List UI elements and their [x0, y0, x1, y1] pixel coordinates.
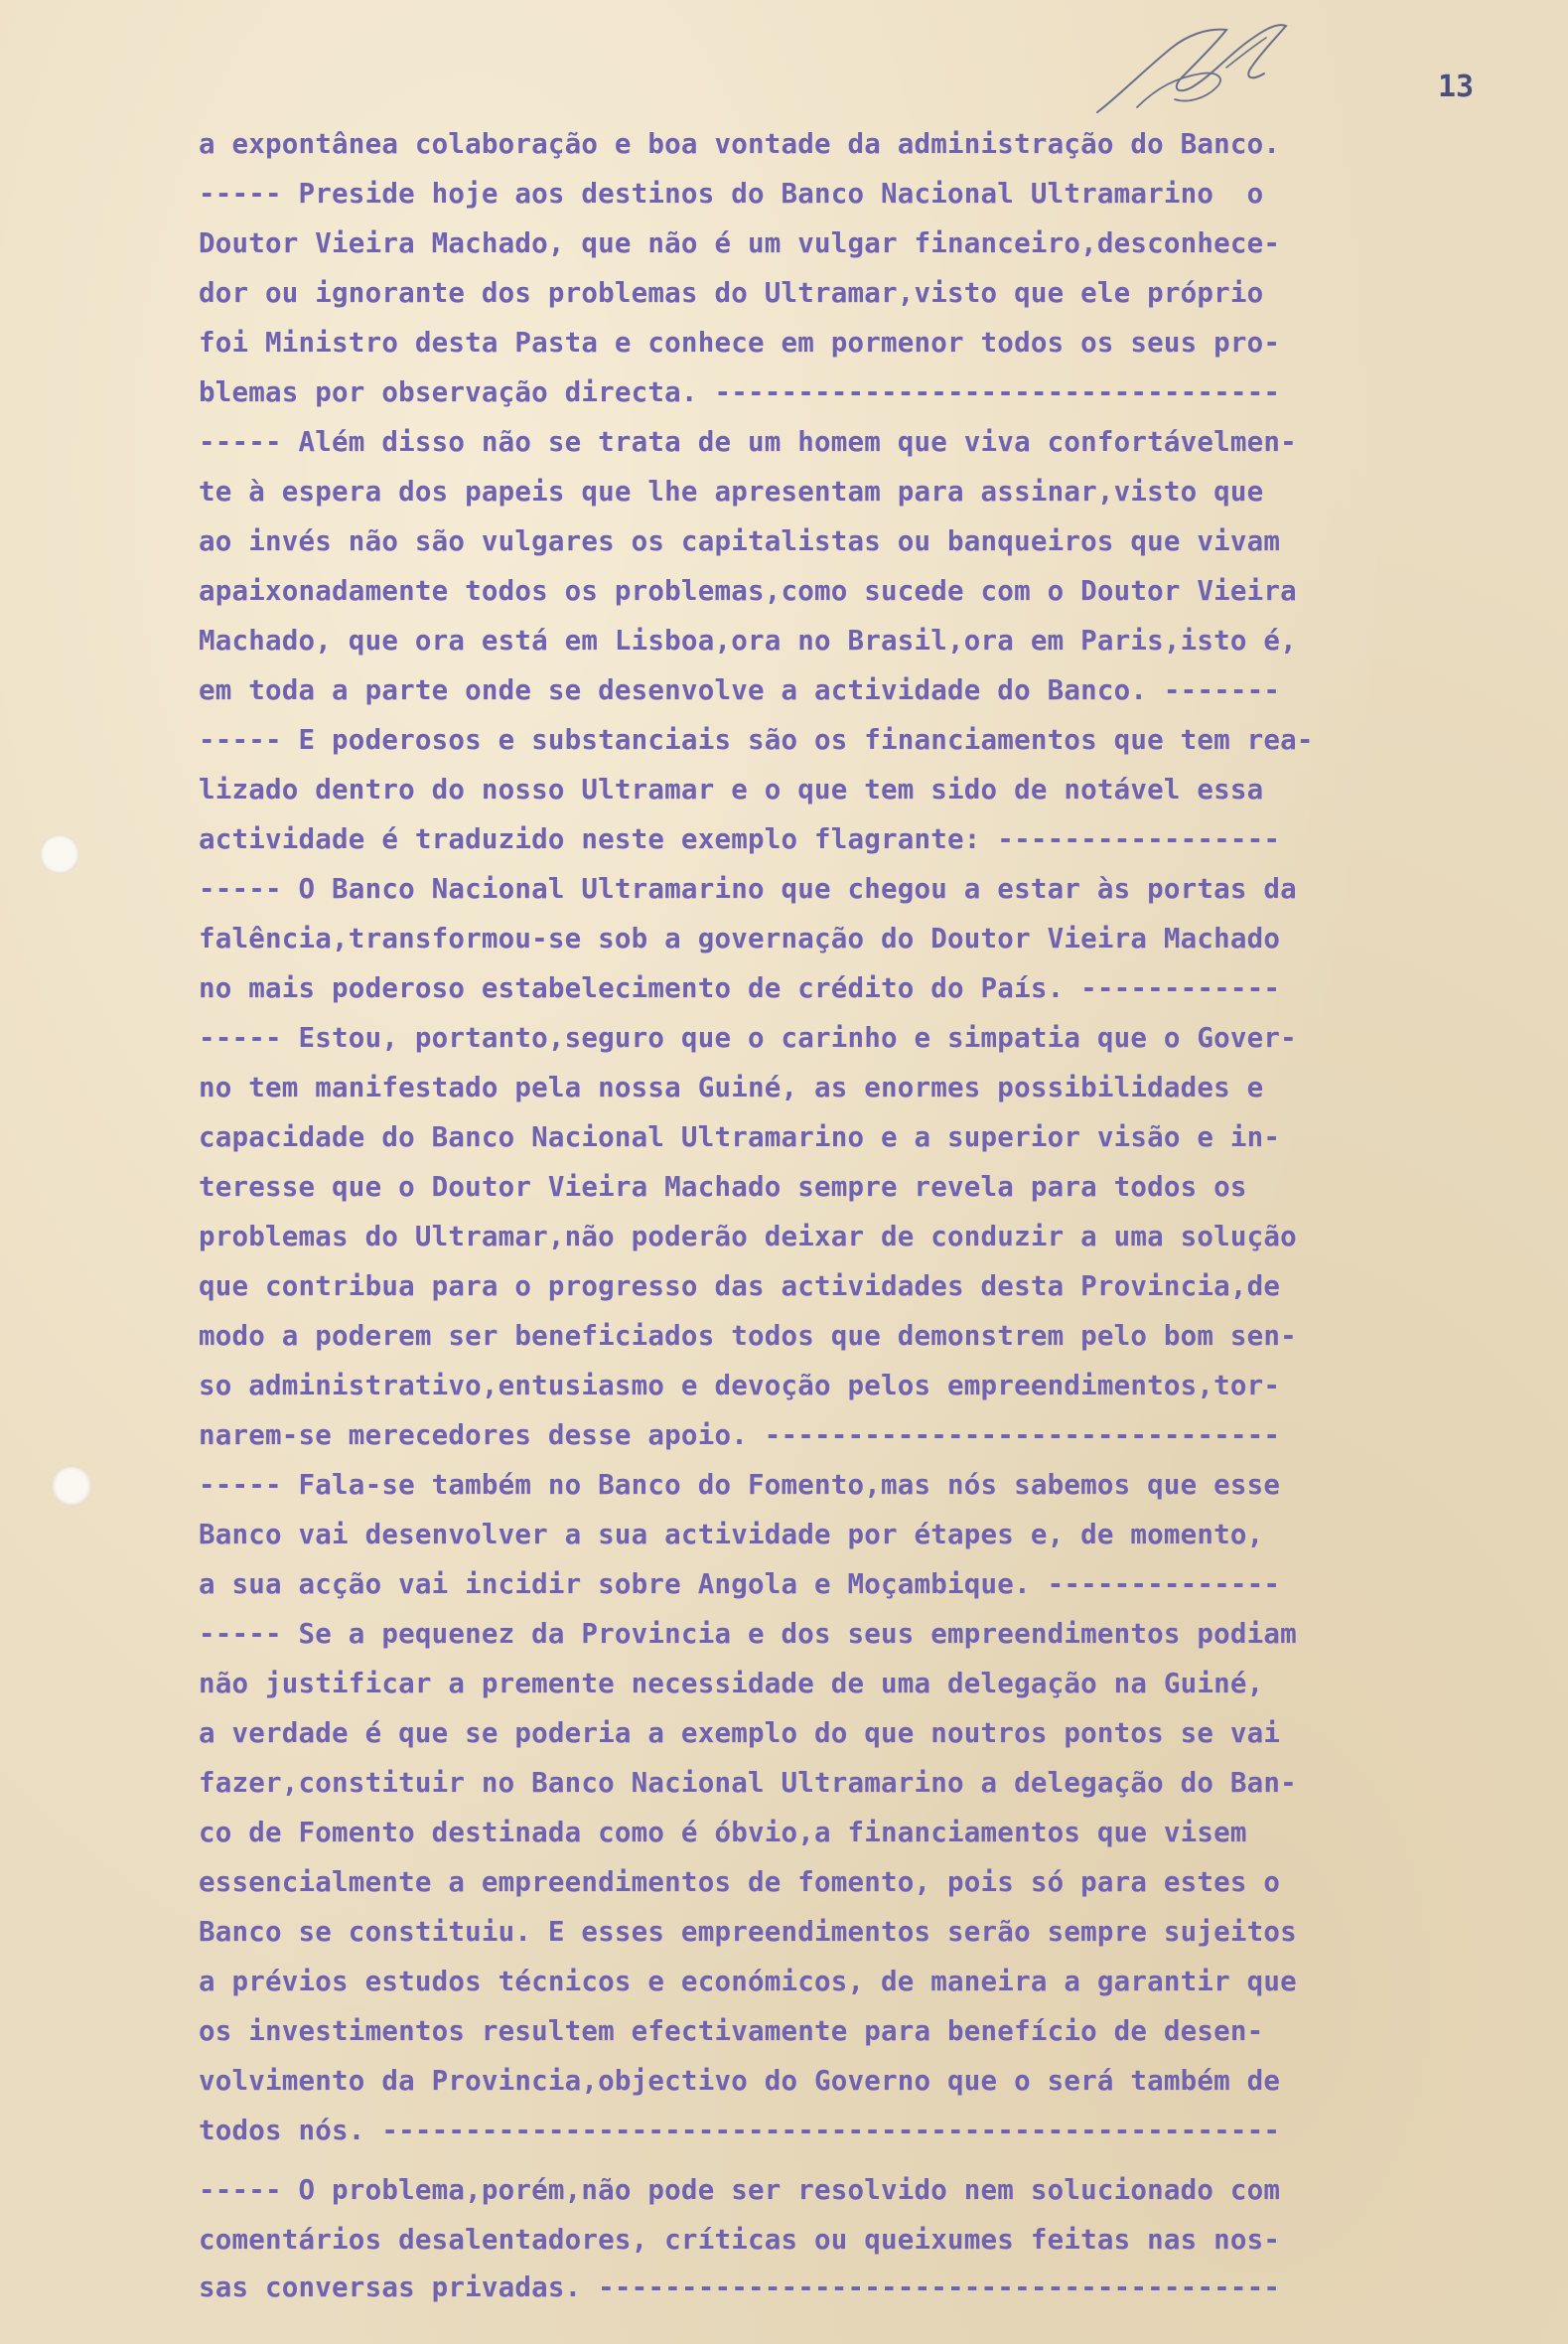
text-line: blemas por observação directa. ----------------------------------: [199, 376, 1281, 408]
text-line: fazer,constituir no Banco Nacional Ultramarino a delegação do Ban-: [199, 1767, 1297, 1799]
text-line: todos nós. ------------------------------------------------------: [199, 2115, 1281, 2146]
text-line: falência,transformou-se sob a governação do Doutor Vieira Machado: [199, 923, 1281, 954]
text-line: em toda a parte onde se desenvolve a actividade do Banco. -------: [199, 674, 1281, 706]
text-line: capacidade do Banco Nacional Ultramarino e a superior visão e in-: [199, 1121, 1281, 1153]
text-line: ao invés não são vulgares os capitalistas ou banqueiros que vivam: [199, 525, 1281, 557]
text-line: não justificar a premente necessidade de uma delegação na Guiné,: [199, 1668, 1264, 1699]
text-line: volvimento da Provincia,objectivo do Governo que o será também de: [199, 2065, 1281, 2097]
text-line: te à espera dos papeis que lhe apresentam para assinar,visto que: [199, 476, 1264, 508]
text-line: a expontânea colaboração e boa vontade da administração do Banco.: [199, 128, 1281, 160]
text-line: no mais poderoso estabelecimento de crédito do País. ------------: [199, 972, 1281, 1004]
text-line: sas conversas privadas. -----------------------------------------: [199, 2271, 1281, 2303]
text-line: que contribua para o progresso das actividades desta Provincia,de: [199, 1270, 1281, 1302]
text-line: a verdade é que se poderia a exemplo do que noutros pontos se vai: [199, 1717, 1281, 1749]
text-line: Banco vai desenvolver a sua actividade por étapes e, de momento,: [199, 1519, 1264, 1550]
text-line: teresse que o Doutor Vieira Machado sempre revela para todos os: [199, 1171, 1247, 1203]
text-line: Banco se constituiu. E esses empreendimentos serão sempre sujeitos: [199, 1916, 1297, 1948]
text-line: comentários desalentadores, críticas ou queixumes feitas nas nos-: [199, 2224, 1281, 2256]
text-line: ----- E poderosos e substanciais são os financiamentos que tem rea-: [199, 724, 1314, 756]
text-line: ----- Fala-se também no Banco do Fomento,mas nós sabemos que esse: [199, 1469, 1281, 1501]
text-line: ----- Preside hoje aos destinos do Banco Nacional Ultramarino o: [199, 178, 1264, 210]
text-line: apaixonadamente todos os problemas,como sucede com o Doutor Vieira: [199, 575, 1297, 607]
text-line: ----- Além disso não se trata de um homem que viva confortávelmen-: [199, 426, 1297, 458]
text-line: problemas do Ultramar,não poderão deixar de conduzir a uma solução: [199, 1221, 1297, 1252]
text-line: ----- O Banco Nacional Ultramarino que chegou a estar às portas da: [199, 873, 1297, 905]
text-line: lizado dentro do nosso Ultramar e o que tem sido de notável essa: [199, 774, 1264, 806]
text-line: a sua acção vai incidir sobre Angola e Moçambique. --------------: [199, 1568, 1281, 1600]
text-line: actividade é traduzido neste exemplo flagrante: -----------------: [199, 823, 1281, 855]
text-line: so administrativo,entusiasmo e devoção pelos empreendimentos,tor-: [199, 1370, 1281, 1401]
text-line: narem-se merecedores desse apoio. -------------------------------: [199, 1419, 1281, 1451]
text-line: no tem manifestado pela nossa Guiné, as enormes possibilidades e: [199, 1072, 1264, 1103]
text-line: Machado, que ora está em Lisboa,ora no Brasil,ora em Paris,isto é,: [199, 625, 1297, 657]
page-number: 13: [1438, 70, 1475, 104]
text-line: ----- Se a pequenez da Provincia e dos seus empreendimentos podiam: [199, 1618, 1297, 1650]
text-line: modo a poderem ser beneficiados todos que demonstrem pelo bom sen-: [199, 1320, 1297, 1352]
text-line: dor ou ignorante dos problemas do Ultramar,visto que ele próprio: [199, 277, 1264, 309]
text-line: ----- Estou, portanto,seguro que o carinho e simpatia que o Gover-: [199, 1022, 1297, 1054]
text-line: Doutor Vieira Machado, que não é um vulgar financeiro,desconhece-: [199, 227, 1281, 259]
text-line: os investimentos resultem efectivamente para benefício de desen-: [199, 2015, 1264, 2047]
text-line: foi Ministro desta Pasta e conhece em pormenor todos os seus pro-: [199, 327, 1281, 359]
text-line: co de Fomento destinada como é óbvio,a financiamentos que visem: [199, 1817, 1247, 1848]
text-line: a prévios estudos técnicos e económicos, de maneira a garantir que: [199, 1966, 1297, 1997]
text-line: ----- O problema,porém,não pode ser resolvido nem solucionado com: [199, 2174, 1281, 2206]
text-line: essencialmente a empreendimentos de fomento, pois só para estes o: [199, 1866, 1281, 1898]
